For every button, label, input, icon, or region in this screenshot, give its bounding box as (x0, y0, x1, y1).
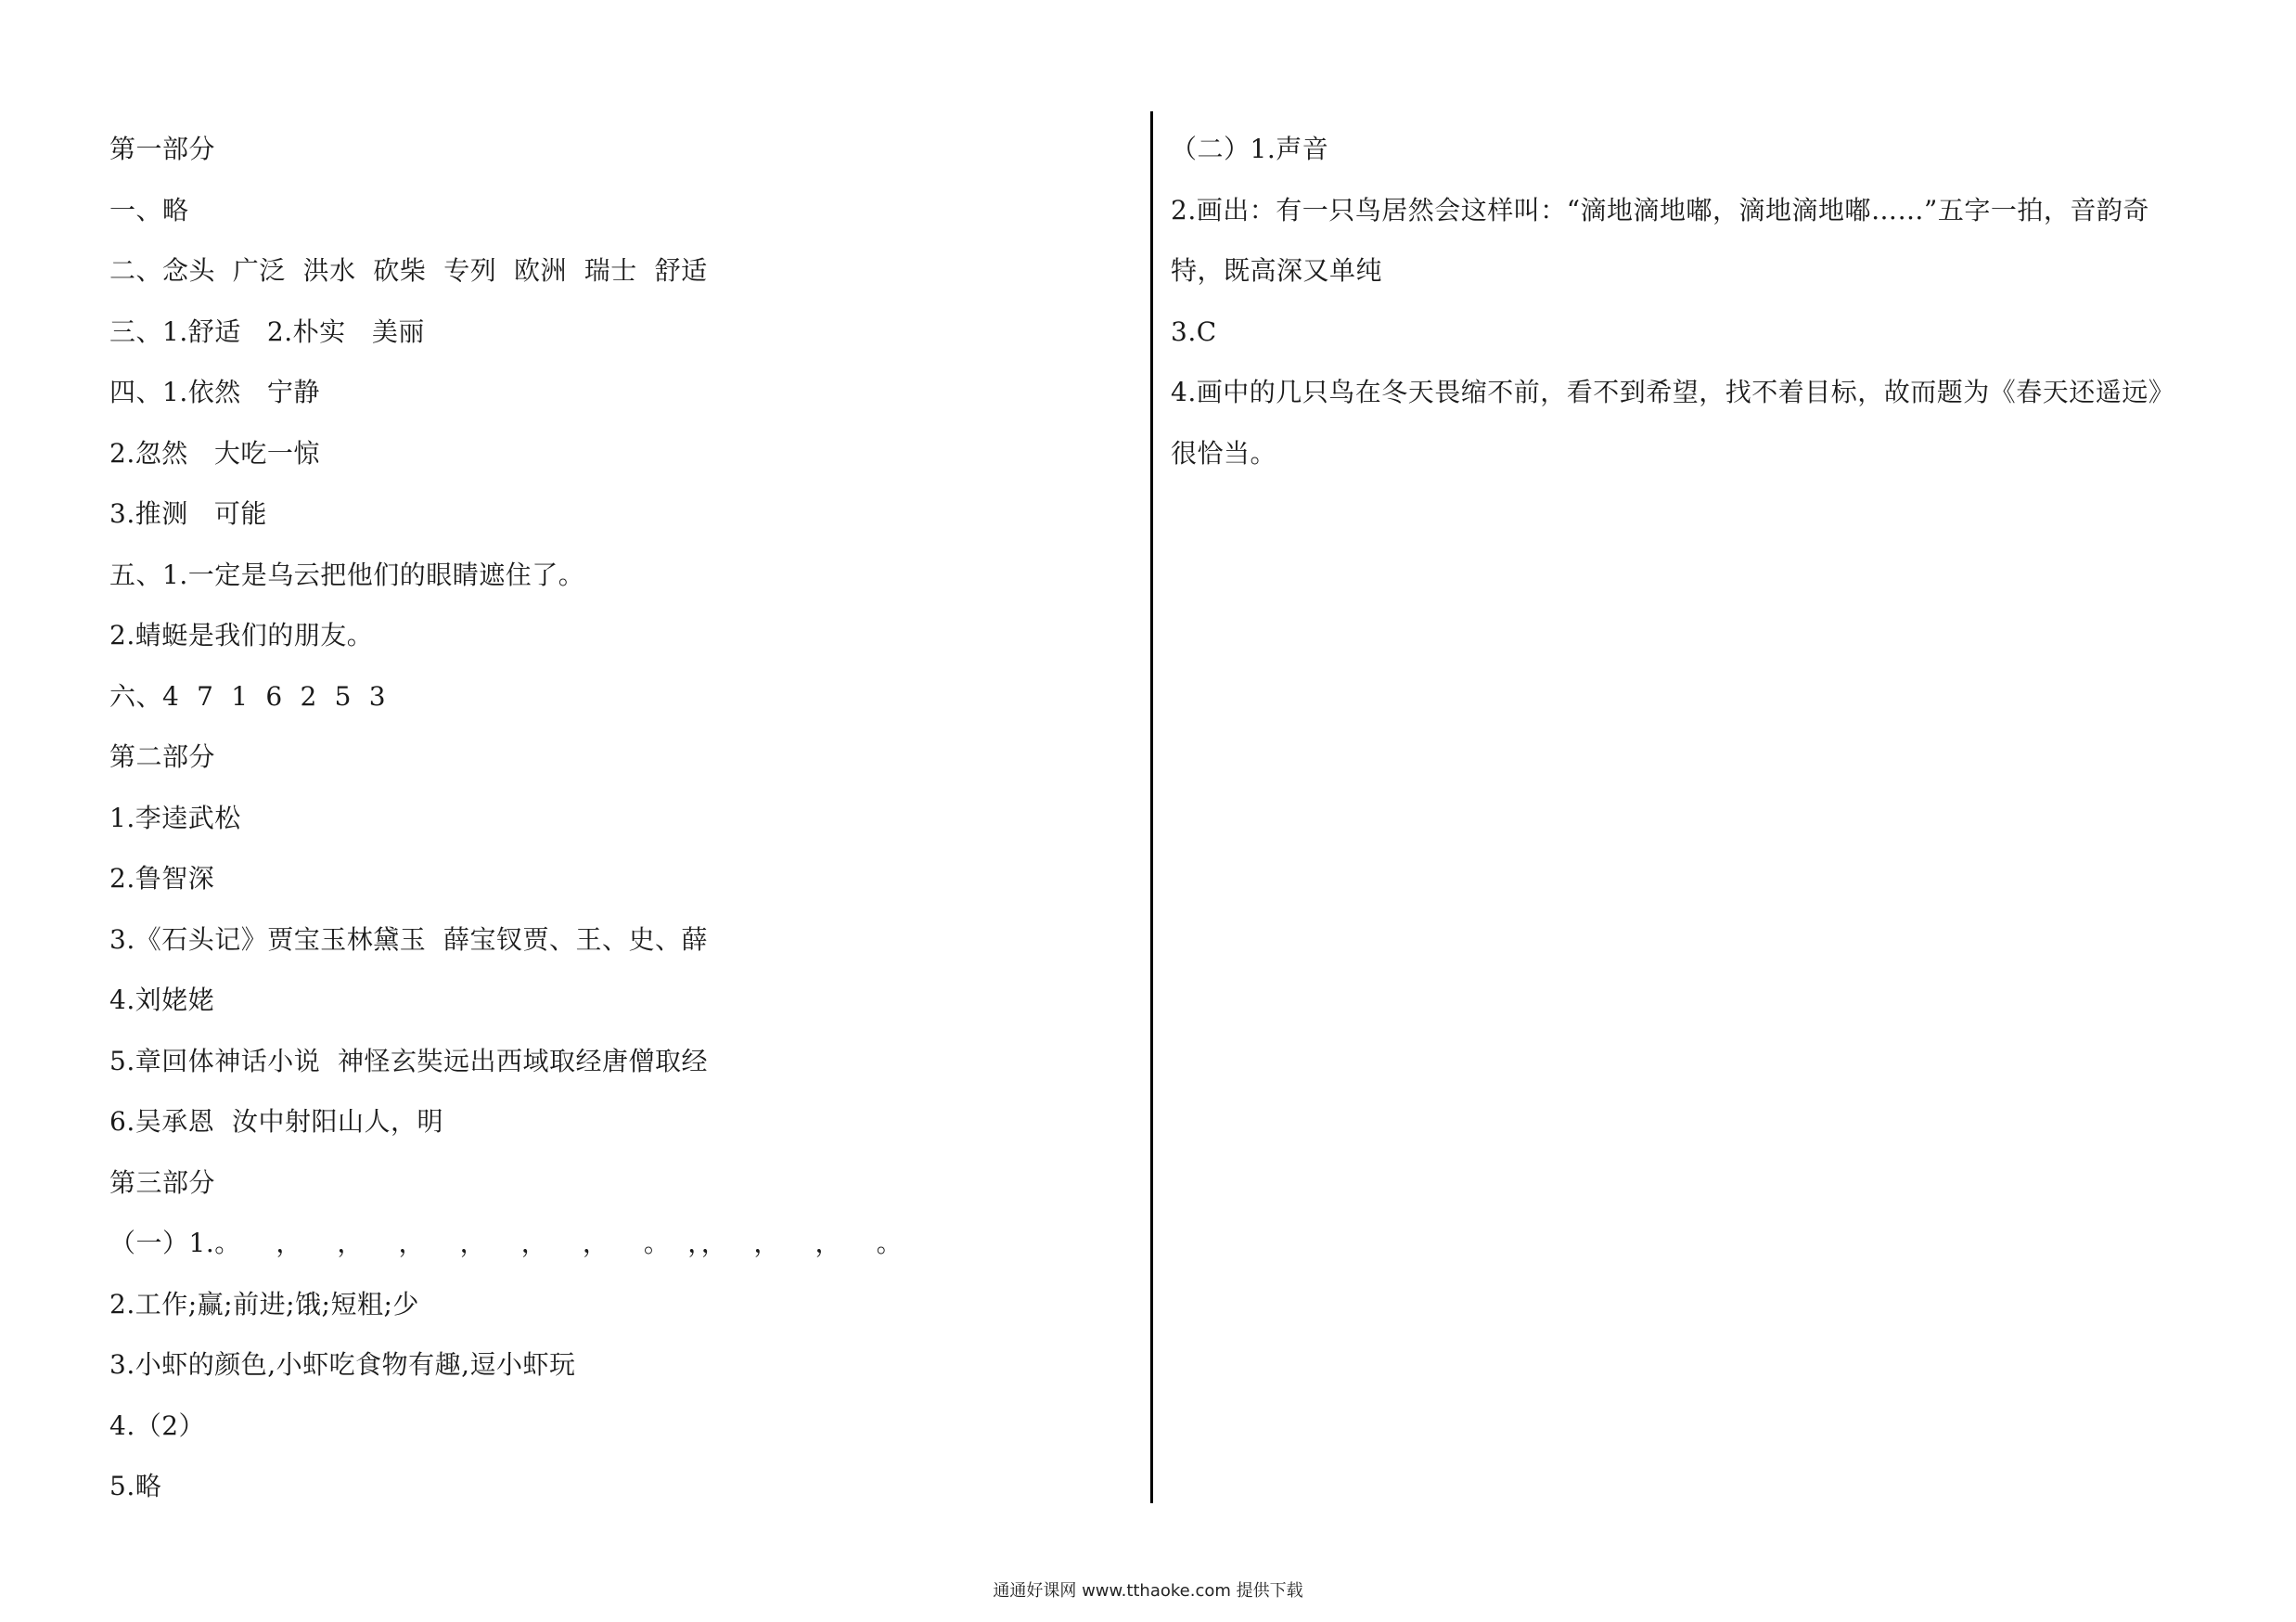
answer-line: 1.李逵武松 (109, 802, 241, 833)
answer-line: 3.小虾的颜色,小虾吃食物有趣,逗小虾玩 (109, 1349, 576, 1380)
answer-line: 三、1.舒适 2.朴实 美丽 (109, 315, 425, 347)
section-heading-part-1: 第一部分 (109, 134, 216, 164)
footer-credit: 通通好课网 www.tthaoke.com 提供下载 (993, 1581, 1303, 1601)
answer-line: （二）1.声音 (1171, 134, 1329, 164)
answer-line: 2.蜻蜓是我们的朋友。 (109, 620, 374, 650)
answer-line: 3.推测 可能 (109, 498, 267, 529)
answer-line: （一）1.。 ， ， ， ， ， ， 。 ，， ， ， 。 (109, 1228, 904, 1258)
answer-line: 二、念头 广泛 洪水 砍柴 专列 欧洲 瑞士 舒适 (109, 255, 708, 286)
answer-line: 5.章回体神话小说 神怪玄奘远出西域取经唐僧取经 (109, 1045, 709, 1076)
answer-line: 特，既高深又单纯 (1171, 255, 1383, 286)
answer-line: 很恰当。 (1171, 437, 1277, 469)
column-divider (1150, 111, 1153, 1503)
answer-line: 2.画出：有一只鸟居然会这样叫：“滴地滴地嘟，滴地滴地嘟……”五字一拍，音韵奇 (1171, 194, 2149, 225)
answer-line: 一、略 (109, 194, 189, 225)
answer-line: 2.鲁智深 (109, 863, 215, 894)
answer-line: 2.工作;赢;前进;饿;短粗;少 (109, 1288, 419, 1319)
answer-line: 5.略 (109, 1471, 162, 1501)
answer-line: 4.（2） (109, 1410, 206, 1441)
answer-line: 2.忽然 大吃一惊 (109, 437, 320, 469)
answer-line: 四、1.依然 宁静 (109, 377, 320, 407)
answer-line: 六、4 7 1 6 2 5 3 (109, 680, 387, 712)
section-heading-part-2: 第二部分 (109, 741, 216, 772)
answer-line: 6.吴承恩 汝中射阳山人，明 (109, 1106, 444, 1137)
answer-line: 五、1.一定是乌云把他们的眼睛遮住了。 (109, 559, 585, 590)
left-column (109, 119, 1130, 1517)
answer-line: 4.画中的几只鸟在冬天畏缩不前，看不到希望，找不着目标，故而题为《春天还遥远》 (1171, 377, 2175, 407)
right-column (1171, 119, 2210, 483)
section-heading-part-3: 第三部分 (109, 1166, 216, 1198)
answer-line: 4.刘姥姥 (109, 985, 215, 1015)
answer-line: 3.C (1171, 315, 1217, 347)
answer-line: 3.《石头记》贾宝玉林黛玉 薛宝钗贾、王、史、薛 (109, 923, 709, 955)
